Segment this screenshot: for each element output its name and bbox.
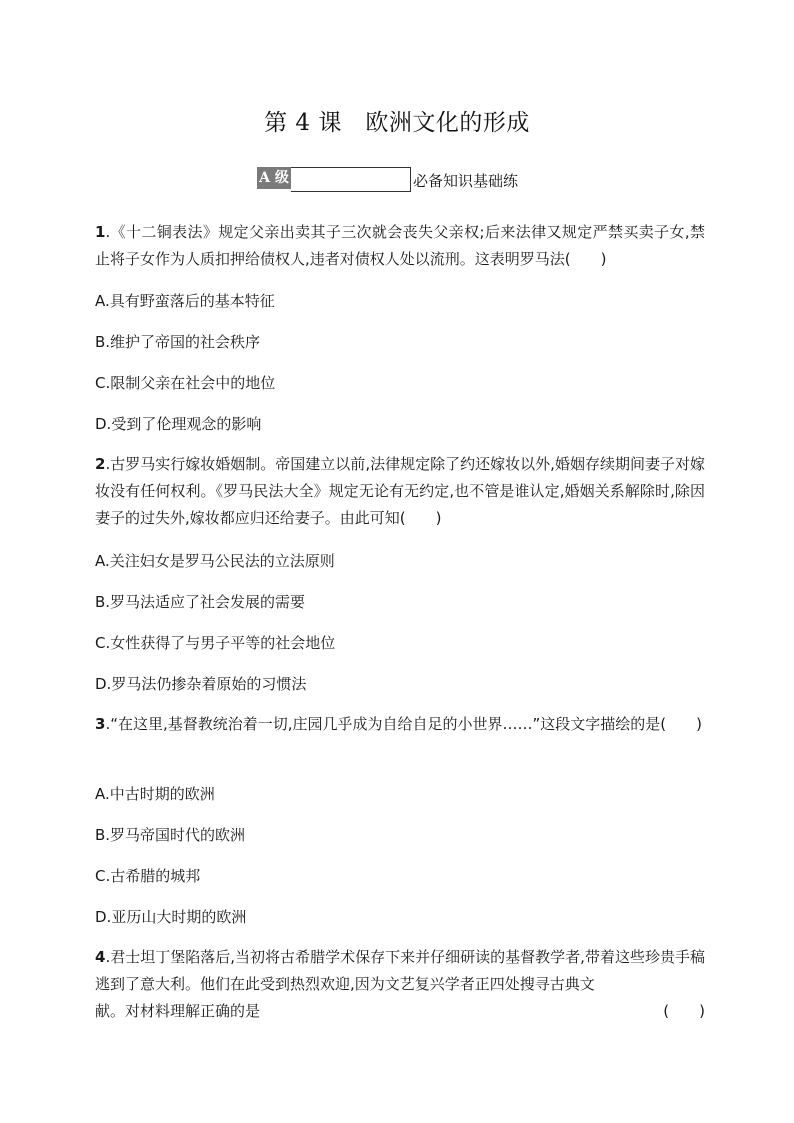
answer-blank[interactable]: ( ) — [663, 1002, 705, 1020]
question-2-option-b[interactable]: B.罗马法适应了社会发展的需要 — [95, 593, 306, 611]
question-2-option-c[interactable]: C.女性获得了与男子平等的社会地位 — [95, 634, 336, 652]
question-2-option-a[interactable]: A.关注妇女是罗马公民法的立法原则 — [95, 552, 335, 570]
level-box — [291, 167, 411, 192]
question-3 — [95, 711, 705, 738]
question-2 — [95, 451, 705, 532]
question-2-option-d[interactable]: D.罗马法仍掺杂着原始的习惯法 — [95, 675, 307, 693]
question-3-option-d[interactable]: D.亚历山大时期的欧洲 — [95, 908, 247, 926]
question-1-option-c[interactable]: C.限制父亲在社会中的地位 — [95, 374, 276, 392]
question-number: 1 — [95, 223, 106, 241]
lesson-title: 第 4 课 欧洲文化的形成 — [264, 110, 530, 136]
question-3-option-c[interactable]: C.古希腊的城邦 — [95, 867, 201, 885]
question-1-option-d[interactable]: D.受到了伦理观念的影响 — [95, 415, 262, 433]
question-4-last-line — [95, 998, 705, 1025]
question-4-stem — [95, 944, 705, 998]
question-2-stem — [95, 451, 705, 532]
question-number: 2 — [95, 455, 106, 473]
question-4 — [95, 944, 705, 1025]
question-1-stem — [95, 219, 705, 273]
question-text-continued: 献。对材料理解正确的是 — [95, 1002, 261, 1020]
question-3-option-a[interactable]: A.中古时期的欧洲 — [95, 785, 215, 803]
level-label: 必备知识基础练 — [413, 172, 519, 190]
level-banner — [257, 164, 518, 192]
question-1-option-a[interactable]: A.具有野蛮落后的基本特征 — [95, 292, 275, 310]
question-1-option-b[interactable]: B.维护了帝国的社会秩序 — [95, 333, 261, 351]
question-text: .《十二铜表法》规定父亲出卖其子三次就会丧失父亲权;后来法律又规定严禁买卖子女,禁止将子女作为人质扣押给债权人,违者对债权人处以流刑。这表明罗马法( ) — [95, 223, 705, 268]
question-3-stem — [95, 711, 705, 738]
question-1 — [95, 219, 705, 273]
question-3-option-b[interactable]: B.罗马帝国时代的欧洲 — [95, 826, 246, 844]
question-text: .古罗马实行嫁妆婚姻制。帝国建立以前,法律规定除了约还嫁妆以外,婚姻存续期间妻子对嫁妆没有任何权利。《罗马民法大全》规定无论有无约定,也不管是谁认定,婚姻关系解除时,除因妻子的过失外,嫁妆都应归还给妻子。由此可知( ) — [95, 455, 705, 527]
question-number: 3 — [95, 715, 106, 733]
question-text: .“在这里,基督教统治着一切,庄园几乎成为自给自足的小世界……”这段文字描绘的是( ) — [105, 715, 702, 733]
level-badge: A 级 — [257, 167, 291, 189]
question-number: 4 — [95, 948, 106, 966]
question-text: .君士坦丁堡陷落后,当初将古希腊学术保存下来并仔细研读的基督教学者,带着这些珍贵手稿逃到了意大利。他们在此受到热烈欢迎,因为文艺复兴学者正四处搜寻古典文 — [95, 948, 705, 993]
